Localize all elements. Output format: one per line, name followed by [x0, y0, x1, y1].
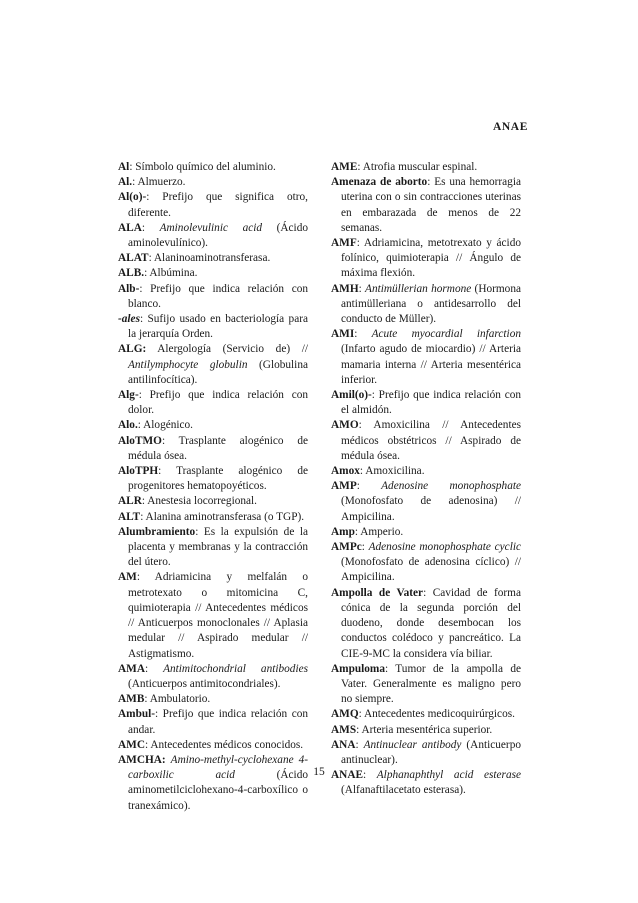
entry-term: AMPc [331, 541, 362, 554]
entry-definition: Antinuclear antibody [363, 738, 462, 751]
dictionary-entry [331, 723, 521, 738]
entry-definition: Acute myocardial infarction [371, 328, 521, 341]
entry-definition: : [356, 480, 382, 493]
dictionary-entry [118, 342, 308, 388]
entry-term: AMQ [331, 708, 359, 721]
entry-definition: : Prefijo que indica relación con blanco. [128, 282, 308, 310]
entry-term: AMP [331, 480, 357, 493]
dictionary-entry [118, 251, 308, 266]
dictionary-entry [331, 388, 521, 418]
running-header: ANAE [493, 121, 528, 133]
entry-term: Amenaza de aborto [331, 176, 428, 189]
entry-term: Ampuloma [331, 662, 385, 675]
dictionary-entry [331, 586, 521, 662]
dictionary-entry [118, 753, 308, 814]
entry-term: Alo. [118, 419, 138, 432]
entry-definition: : Prefijo que significa otro, diferente. [128, 191, 308, 219]
entry-term: AME [331, 161, 358, 173]
dictionary-entry [118, 175, 308, 190]
page-number: 15 [313, 766, 325, 778]
entry-term: AMS [331, 723, 357, 736]
entry-term: Ampolla de Vater [331, 586, 424, 599]
entry-definition: : [144, 662, 164, 675]
entry-term: ANAE [331, 769, 364, 782]
entry-definition: : [354, 328, 372, 341]
entry-definition: : Trasplante alogénico de médula ósea. [128, 434, 308, 462]
dictionary-entry [118, 160, 308, 175]
entry-definition: (Anticuerpo antinuclear). [341, 738, 521, 766]
entry-definition: : Ambulatorio. [144, 693, 211, 706]
entry-term: Al [118, 161, 130, 173]
entry-term: ALAT [118, 252, 149, 265]
dictionary-entry [118, 266, 308, 281]
entry-definition: (Hormona antimülleriana o antidesarrollo del conducto de Müller). [341, 282, 521, 326]
entry-definition: : Sufijo usado en bacteriología para la jerarquía Orden. [128, 313, 308, 341]
dictionary-entry [118, 190, 308, 220]
dictionary-entry [118, 494, 308, 509]
entry-definition: : Amoxicilina. [359, 465, 425, 478]
dictionary-entry [118, 221, 308, 251]
entry-definition: Amino-methyl-cyclohexane 4-carboxilic acid [128, 753, 309, 782]
entry-definition: : Prefijo que indica relación con dolor. [128, 389, 308, 417]
entry-definition: : Atrofia muscular espinal. [357, 161, 478, 173]
dictionary-entry [118, 738, 308, 753]
entry-definition: Antimüllerian hormone [365, 282, 472, 295]
dictionary-entry [118, 418, 308, 433]
entry-term: ANA [331, 738, 356, 751]
entry-definition: Adenosine monophosphate cyclic [368, 541, 521, 554]
dictionary-entry [331, 282, 521, 328]
dictionary-entry [118, 282, 308, 312]
entry-definition: : [355, 738, 364, 751]
entry-term: Amil(o)- [331, 389, 372, 402]
dictionary-entry [118, 388, 308, 418]
entry-definition: : Alogénico. [137, 419, 194, 432]
entry-term: Alb- [118, 282, 140, 295]
dictionary-entry [331, 175, 521, 236]
entry-term: ALA [118, 221, 142, 234]
dictionary-entry [118, 510, 308, 525]
entry-definition: (Alfanaftilacetato esterasa). [341, 784, 466, 797]
entry-definition: (Anticuerpos antimitocondriales). [128, 677, 281, 690]
dictionary-entry [331, 525, 521, 540]
dictionary-entry [331, 540, 521, 586]
entry-term: AMC [118, 738, 145, 751]
entry-term: Amp [331, 525, 355, 538]
entry-definition: : Antecedentes medicoquirúrgicos. [358, 708, 515, 721]
entry-definition: Adenosine monophosphate [381, 480, 521, 493]
dictionary-entry [331, 160, 521, 175]
entry-term: Ambul- [118, 708, 156, 721]
entry-term: ALB. [118, 267, 145, 280]
entry-definition: : [141, 221, 160, 234]
entry-definition: Antilymphocyte globulin [128, 358, 248, 371]
entry-term: AloTMO [118, 434, 162, 447]
entry-definition: : Amoxicilina // Antecedentes médicos obstétricos // Aspirado de médula ósea. [341, 419, 521, 462]
entry-term: ALR [118, 495, 142, 508]
dictionary-entry [118, 464, 308, 494]
dictionary-entry [331, 479, 521, 525]
entry-definition: : Alaninoaminotransferasa. [148, 252, 271, 265]
entry-definition: (Monofosfato de adenosina) // Ampicilina. [341, 495, 521, 523]
entry-term: AMB [118, 693, 145, 706]
entry-definition: : Tumor de la ampolla de Vater. Generalmente es maligno pero no siempre. [341, 662, 521, 706]
entry-definition: Antimitochondrial antibodies [163, 662, 308, 675]
entry-term: Alg- [118, 389, 139, 402]
entry-term: AMCHA: [118, 753, 166, 766]
entry-definition: : Antecedentes médicos conocidos. [144, 738, 304, 751]
entry-term: AMH [331, 282, 359, 295]
dictionary-entry [331, 327, 521, 388]
left-column [118, 160, 308, 814]
entry-term: AMA [118, 662, 145, 675]
entry-definition: : Prefijo que indica relación con el almidón. [341, 389, 521, 417]
entry-definition: : Es la expulsión de la placenta y membranas y la contracción del útero. [128, 525, 308, 569]
entry-definition: (Ácido aminolevulínico). [128, 221, 308, 250]
entry-definition: Alphanaphthyl acid esterase [376, 769, 521, 782]
dictionary-entry [118, 570, 308, 661]
dictionary-entry [331, 707, 521, 722]
entry-definition: : [361, 541, 369, 554]
dictionary-entry [118, 525, 308, 571]
entry-definition: : Símbolo químico del aluminio. [129, 161, 276, 173]
right-column [331, 160, 521, 799]
entry-term: Al. [118, 176, 133, 189]
dictionary-entry [118, 312, 308, 342]
entry-term: AMO [331, 419, 359, 432]
entry-definition: Aminolevulinic acid [159, 221, 263, 234]
entry-definition: : Alanina aminotransferasa (o TGP). [140, 510, 305, 523]
entry-definition: (Monofosfato de adenosina cíclico) // Ampicilina. [341, 556, 521, 584]
entry-term: ALG: [118, 343, 147, 356]
dictionary-entry [118, 434, 308, 464]
entry-term: AMI [331, 328, 355, 341]
dictionary-entry [118, 662, 308, 692]
entry-definition: : Albúmina. [144, 267, 198, 280]
entry-term: Alumbramiento [118, 525, 196, 538]
entry-definition: : [358, 282, 366, 295]
entry-definition: : Adriamicina y melfalán o metrotexato o mitomicina C, quimioterapia // Antecedentes médicos // Anticuerpos monoclonales // Aplasia medular // Aspirado medular // Astigmatismo. [128, 571, 308, 660]
entry-definition: : Prefijo que indica relación con andar. [128, 708, 308, 736]
entry-definition: (Ácido aminometilciclohexano-4-carboxílico o tranexámico). [128, 769, 308, 812]
entry-definition: : [363, 769, 377, 782]
entry-definition: (Globulina antilinfocítica). [128, 358, 308, 386]
entry-definition: (Infarto agudo de miocardio) // Arteria mamaria interna // Arteria mesentérica inferior. [341, 343, 521, 386]
entry-definition: : Anestesia locorregional. [141, 495, 257, 508]
entry-definition: : Trasplante alogénico de progenitores hematopoyéticos. [128, 465, 308, 493]
entry-definition: : Adriamicina, metotrexato y ácido folínico, quimioterapia // Ángulo de máxima flexión. [341, 237, 521, 280]
dictionary-entry [331, 464, 521, 479]
entry-definition: Alergología (Servicio de) // [146, 343, 308, 356]
entry-term: Amox [331, 465, 360, 478]
entry-term: AM [118, 571, 137, 584]
dictionary-entry [331, 418, 521, 464]
dictionary-entry [118, 707, 308, 737]
dictionary-entry [331, 662, 521, 708]
dictionary-entry [331, 236, 521, 282]
entry-definition: : Es una hemorragia uterina con o sin contracciones uterinas en embarazada de menos de 22 semanas. [341, 176, 521, 234]
entry-term: AloTPH [118, 465, 159, 478]
entry-definition: : Almuerzo. [132, 176, 186, 189]
entry-term: AMF [331, 237, 357, 250]
dictionary-entry [118, 692, 308, 707]
entry-definition: : Cavidad de forma cónica de la segunda porción del duodeno, donde desembocan los conductos colédoco y pancreático. La CIE-9-MC la considera vía biliar. [341, 586, 521, 660]
entry-definition: : Arteria mesentérica superior. [356, 723, 493, 736]
entry-term: -ales [118, 313, 140, 326]
entry-definition: : Amperio. [354, 525, 404, 538]
dictionary-entry [331, 738, 521, 768]
entry-term: Al(o)- [118, 191, 147, 204]
entry-term: ALT [118, 510, 141, 523]
